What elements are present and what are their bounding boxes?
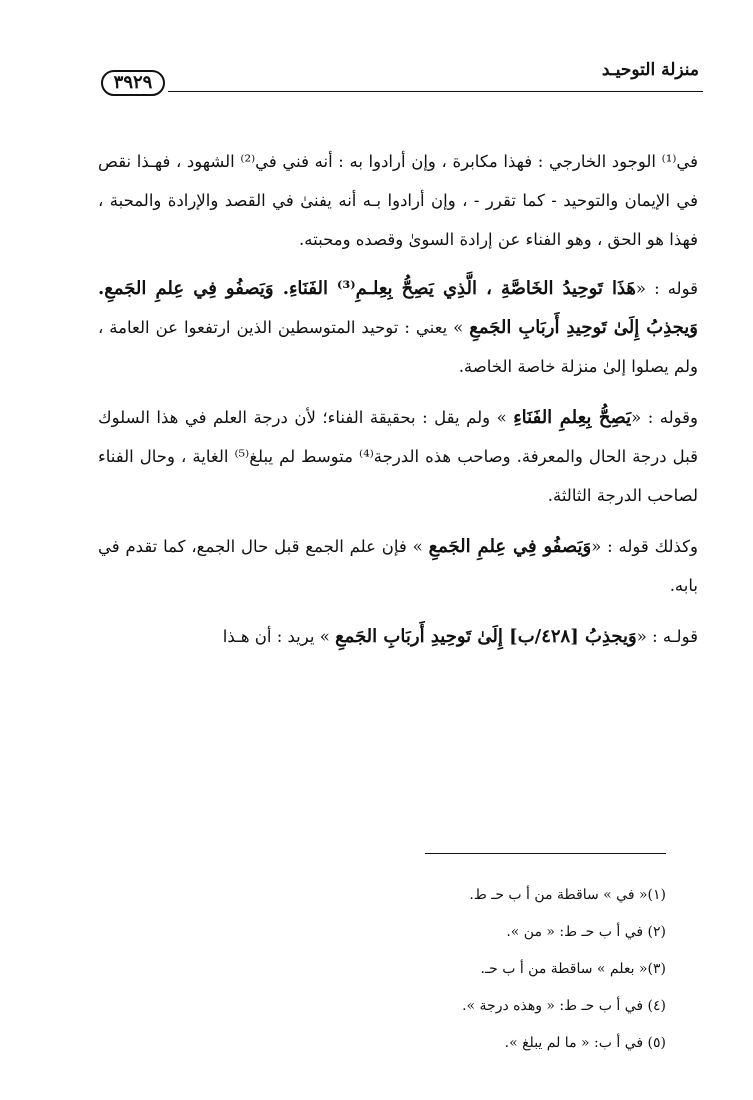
footnote-2: (٢) في أ ب حـ ط: « من ». <box>506 924 666 940</box>
footnote-5: (٥) في أ ب: « ما لم يبلغ ». <box>504 1035 666 1051</box>
commentary: » يريد : أن هـذا <box>222 627 330 646</box>
footnote-1: (١)« في » ساقطة من أ ب حـ ط. <box>469 887 666 903</box>
paragraph-5 <box>98 617 698 656</box>
paragraph-2 <box>98 269 698 386</box>
quote-open: وقوله : « <box>631 408 698 427</box>
footnote-3: (٣)« بعلم » ساقطة من أ ب حـ. <box>480 961 666 977</box>
quoted-text: وَيَصفُو فِي عِلمِ الجَمعِ <box>428 536 592 557</box>
paragraph-1: في⁽¹⁾ الوجود الخارجي : فهذا مكابرة ، وإن أرادوا به : أنه فني في⁽²⁾ الشهود ، فهـذا نقص في الإيمان والتوحيد - كما تقرر - ، وإن أرادوا بـه أنه يفنىٰ في القصد والإرادة والمحبة ، فهذا هو الحق ، وهو الفناء عن إرادة السوىٰ وقصده ومحبته. <box>98 152 699 249</box>
quoted-text: وَيجذِبُ [٤٢٨/ب] إِلَىٰ تَوحِيدِ أَربَابِ الجَمعِ <box>335 626 637 647</box>
commentary: » فإن علم الجمع قبل حال الجمع، كما تقدم في بابه. <box>98 537 698 595</box>
main-text <box>98 142 698 668</box>
quoted-text: يَصِحُّ بِعِلمِ الفَنَاءِ <box>513 407 632 428</box>
footnote-rule <box>425 853 666 854</box>
footnote-4: (٤) في أ ب حـ ط: « وهذه درجة ». <box>462 998 666 1014</box>
paragraph-3 <box>98 398 698 515</box>
quote-open: قوله : « <box>635 279 698 298</box>
chapter-title: منزلة التوحيـد <box>601 60 699 80</box>
quoted-text: هَذَا تَوحِيدُ الخَاصَّةِ ، الَّذِي يَصِحُّ بِعِلـمِ⁽³⁾ الفَنَاءِ. وَيَصفُو فِي عِلمِ الجَمعِ. وَيجذِبُ إِلَىٰ تَوحِيدِ أَربَابِ الجَمعِ <box>98 278 698 338</box>
page-number: ٣٩٢٩ <box>101 70 165 96</box>
commentary: » يعني : توحيد المتوسطين الذين ارتفعوا عن العامة ، ولم يصلوا إلىٰ منزلة خاصة الخاصة. <box>98 318 698 376</box>
commentary: » ولم يقل : بحقيقة الفناء؛ لأن درجة العلم في هذا السلوك قبل درجة الحال والمعرفة. وصاحب هذه الدرجة⁽⁴⁾ متوسط لم يبلغ⁽⁵⁾ الغاية ، وحال الفناء لصاحب الدرجة الثالثة. <box>98 408 698 505</box>
quote-open: وكذلك قوله : « <box>591 537 698 556</box>
paragraph-4 <box>98 527 698 605</box>
footnotes <box>98 877 666 1062</box>
header-rule <box>168 91 703 92</box>
quote-open: قولـه : « <box>636 627 698 646</box>
